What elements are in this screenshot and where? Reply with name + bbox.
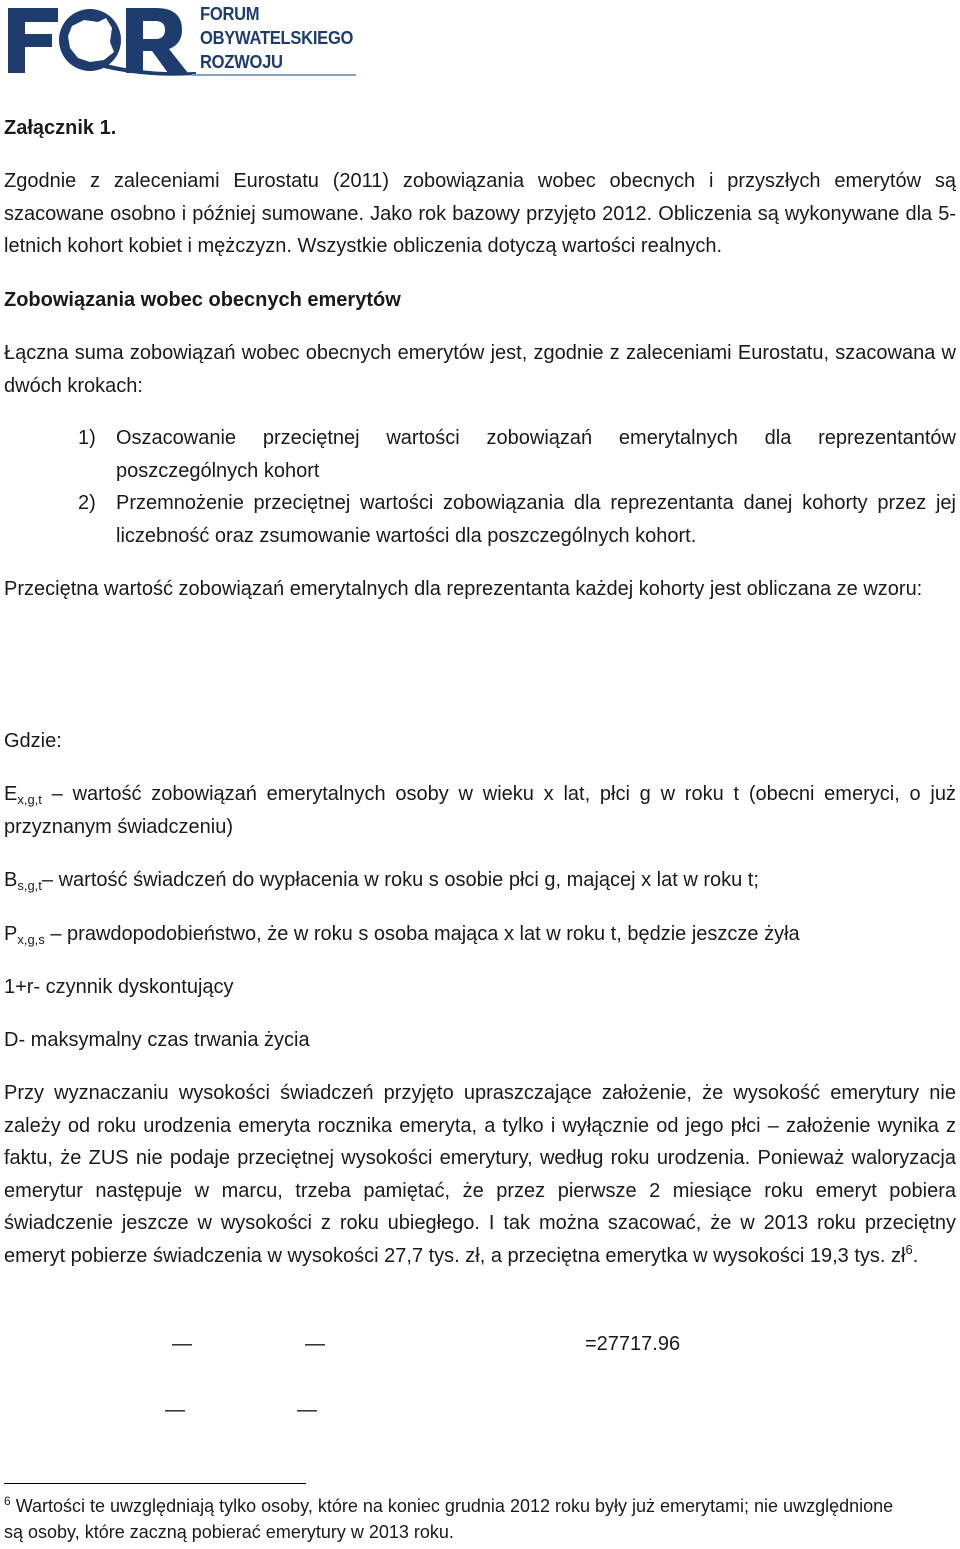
- definition-p-text: – prawdopodobieństwo, że w roku s osoba mająca x lat w roku t, będzie jeszcze żyła: [50, 923, 800, 945]
- formula-result: =27717.96: [585, 1333, 681, 1355]
- logo-line-2: OBYWATELSKIEGO: [200, 28, 354, 48]
- symbol-b-letter: B: [4, 869, 18, 891]
- definition-d: D- maksymalny czas trwania życia: [4, 1029, 310, 1051]
- logo-wordmark: [200, 2, 353, 74]
- footnote-number: 6: [4, 1494, 11, 1508]
- logo-underline: [192, 74, 356, 76]
- formula-dash: —: [172, 1333, 192, 1355]
- section-title: Zobowiązania wobec obecnych emerytów: [4, 289, 401, 311]
- list-item: [78, 422, 956, 487]
- paragraph-assumptions: [4, 1077, 956, 1273]
- symbol-p-letter: P: [4, 923, 18, 945]
- definition-b: [4, 864, 956, 897]
- paragraph-assumptions-end: .: [912, 1244, 919, 1267]
- symbol-p-subscript: x,g,s: [17, 932, 45, 947]
- where-label: Gdzie:: [4, 730, 62, 752]
- list-item: [78, 487, 956, 552]
- logo-line-1: FORUM: [200, 4, 260, 24]
- logo: [6, 2, 356, 78]
- formula-dash: —: [165, 1399, 185, 1421]
- definition-p: [4, 918, 956, 951]
- symbol-b: [4, 869, 42, 891]
- footnote-ref[interactable]: 6: [905, 1241, 913, 1257]
- symbol-b-subscript: s,g,t: [17, 878, 42, 893]
- symbol-p: [4, 923, 45, 945]
- definition-e-text: – wartość zobowiązań emerytalnych osoby w wieku x lat, płci g w roku t (obecni emeryci, o już przyznanym świadczeniu): [4, 783, 956, 838]
- page-title: Załącznik 1.: [4, 117, 117, 139]
- footnote-text: Wartości te uwzględniają tylko osoby, które na koniec grudnia 2012 roku były już emerytami; nie uwzględnione są osoby, które zaczną pobierać emerytury w 2013 roku.: [4, 1496, 894, 1542]
- logo-line-3: ROZWOJU: [200, 52, 283, 72]
- formula-dash: —: [305, 1333, 325, 1355]
- intro-paragraph: Zgodnie z zaleceniami Eurostatu (2011) zobowiązania wobec obecnych i przyszłych emerytów są szacowane osobno i później sumowane. Jako rok bazowy przyjęto 2012. Obliczenia są wykonywane dla 5-letnich kohort kobiet i mężczyzn. Wszystkie obliczenia dotyczą wartości realnych.: [4, 170, 956, 258]
- symbol-e: [4, 783, 42, 805]
- formula-dash: —: [297, 1399, 317, 1421]
- for-logo-mark: [6, 2, 196, 78]
- definition-r: 1+r- czynnik dyskontujący: [4, 976, 234, 998]
- paragraph-assumptions-text: Przy wyznaczaniu wysokości świadczeń przyjęto upraszczające założenie, że wysokość emerytury nie zależy od roku urodzenia emeryta rocznika emeryta, a tylko i wyłącznie od jego płci – założenie wynika z faktu, że ZUS nie podaje przeciętnej wysokości emerytury, według roku urodzenia. Ponieważ waloryzacja emerytur następuje w marcu, trzeba pamiętać, że przez pierwsze 2 miesiące roku emeryt pobiera świadczenie jeszcze w wysokości z roku ubiegłego. I tak można szacować, że w 2013 roku przeciętny emeryt pobierze świadczenia w wysokości 27,7 tys. zł, a przeciętna emerytka w wysokości 19,3 tys. zł: [4, 1082, 956, 1267]
- paragraph-steps-intro: Łączna suma zobowiązań wobec obecnych emerytów jest, zgodnie z zaleceniami Eurostatu, szacowana w dwóch krokach:: [4, 342, 956, 397]
- symbol-e-letter: E: [4, 783, 18, 805]
- symbol-e-subscript: x,g,t: [17, 792, 42, 807]
- list-item-text: Oszacowanie przeciętnej wartości zobowiązań emerytalnych dla reprezentantów poszczególnych kohort: [116, 427, 956, 482]
- footnote-separator: [4, 1483, 306, 1484]
- paragraph-formula-intro: Przeciętna wartość zobowiązań emerytalnych dla reprezentanta każdej kohorty jest obliczana ze wzoru:: [4, 578, 923, 600]
- list-item-number: 2): [78, 492, 96, 514]
- footnote: [4, 1493, 904, 1545]
- definition-b-text: – wartość świadczeń do wypłacenia w roku s osobie płci g, mającej x lat w roku t;: [41, 869, 759, 891]
- list-item-number: 1): [78, 427, 96, 449]
- list-item-text: Przemnożenie przeciętnej wartości zobowiązania dla reprezentanta danej kohorty przez jej liczebność oraz zsumowanie wartości dla poszczególnych kohort.: [116, 492, 956, 547]
- definition-e: [4, 778, 956, 843]
